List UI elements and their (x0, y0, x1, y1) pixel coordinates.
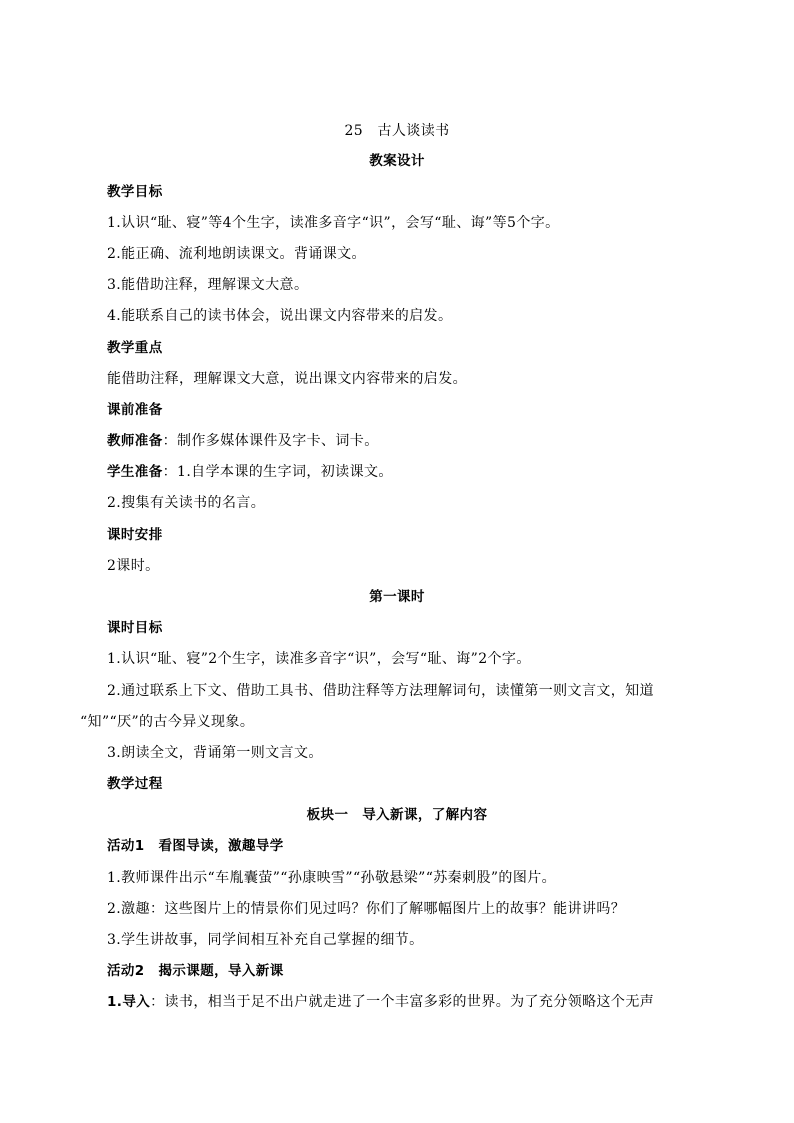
teacher-prep (107, 430, 707, 452)
goals-heading: 教学目标 (107, 184, 163, 200)
activity2-item-1-text: ：读书，相当于足不出户就走进了一个丰富多彩的世界。为了充分领略这个无声 (150, 994, 655, 1010)
student-prep-text: ：1.自学本课的生字词，初读课文。 (162, 464, 393, 480)
activity2-item-1-label: 1.导入 (107, 994, 151, 1010)
lesson-goal-3: 3.朗读全文，背诵第一则文言文。 (107, 745, 323, 761)
lesson-goal-2: 2.通过联系上下文、借助工具书、借助注释等方法理解词句，读懂第一则文言文，知道 (107, 683, 654, 699)
doc-subtitle: 教案设计 (369, 153, 425, 169)
prep-heading: 课前准备 (107, 402, 163, 418)
process-heading: 教学过程 (107, 776, 163, 792)
activity2-item-1 (107, 991, 707, 1013)
activity1-title: 活动1 看图导读，激趣导学 (107, 838, 284, 854)
schedule-heading: 课时安排 (107, 527, 163, 543)
activity1-item: 2.激趣：这些图片上的情景你们见过吗？你们了解哪幅图片上的故事？能讲讲吗？ (107, 901, 626, 917)
block1-title: 板块一 导入新课，了解内容 (306, 807, 488, 823)
activity2-title: 活动2 揭示课题，导入新课 (107, 963, 284, 979)
key-text: 能借助注释，理解课文大意，说出课文内容带来的启发。 (107, 371, 467, 387)
lesson-goals-heading: 课时目标 (107, 620, 163, 636)
lesson1-title: 第一课时 (369, 589, 425, 605)
goal-item: 3.能借助注释，理解课文大意。 (107, 277, 309, 293)
student-prep-label: 学生准备 (107, 464, 163, 480)
goal-item: 1.认识“耻、寝”等4个生字，读准多音字“识”，会写“耻、诲”等5个字。 (107, 215, 560, 231)
lesson-goal-1: 1.认识“耻、寝”2个生字，读准多音字“识”，会写“耻、诲”2个字。 (107, 651, 531, 667)
goal-item: 2.能正确、流利地朗读课文。背诵课文。 (107, 246, 366, 262)
activity1-item: 1.教师课件出示“车胤囊萤”“孙康映雪”“孙敬悬梁”“苏秦刺股”的图片。 (107, 870, 557, 886)
teacher-prep-text: ：制作多媒体课件及字卡、词卡。 (162, 433, 379, 449)
lesson-goal-2-cont: “知”“厌”的古今异义现象。 (80, 714, 255, 730)
goal-item: 4.能联系自己的读书体会，说出课文内容带来的启发。 (107, 308, 453, 324)
student-prep (107, 461, 707, 483)
teacher-prep-label: 教师准备 (107, 433, 163, 449)
activity1-item: 3.学生讲故事，同学间相互补充自己掌握的细节。 (107, 932, 424, 948)
student-prep-2: 2.搜集有关读书的名言。 (107, 495, 266, 511)
lesson-title: 25 古人谈读书 (344, 123, 450, 139)
key-heading: 教学重点 (107, 340, 163, 356)
schedule-text: 2课时。 (107, 558, 160, 574)
